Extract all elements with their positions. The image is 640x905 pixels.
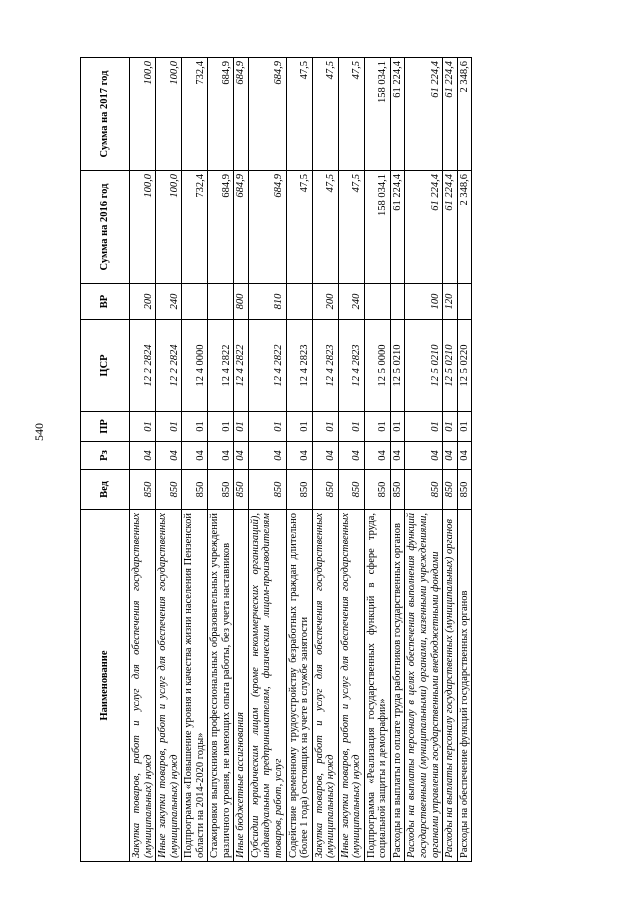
cell-ved: 850 <box>405 470 443 510</box>
cell-sum2017: 61 224,4 <box>443 58 458 171</box>
cell-name: Расходы на выплаты персоналу в целях обеспечения выполнения функций государственными (муниципальными) органами, казенными учреждениями, органами управления государственными внебюджетными фондами <box>405 510 443 862</box>
cell-vr: 100 <box>405 284 443 320</box>
cell-ved: 850 <box>156 470 182 510</box>
cell-name: Подпрограмма «Повышение уровня и качества жизни населения Пензенской области на 2014-2020 годы» <box>182 510 208 862</box>
cell-sum2016: 61 224,4 <box>390 171 405 284</box>
cell-name: Иные бюджетные ассигнования <box>234 510 249 862</box>
cell-ved: 850 <box>234 470 249 510</box>
cell-pr: 01 <box>182 412 208 442</box>
table-row <box>234 58 249 862</box>
cell-vr <box>390 284 405 320</box>
cell-sum2017: 100,0 <box>156 58 182 171</box>
cell-vr: 800 <box>234 284 249 320</box>
cell-vr: 810 <box>248 284 286 320</box>
cell-rz: 04 <box>364 442 390 470</box>
cell-sum2016: 47,5 <box>312 171 338 284</box>
cell-sum2017: 732,4 <box>182 58 208 171</box>
cell-ved: 850 <box>338 470 364 510</box>
table-row <box>364 58 390 862</box>
cell-name: Иные закупки товаров, работ и услуг для обеспечения государственных (муниципальных) нужд <box>338 510 364 862</box>
cell-vr <box>457 284 472 320</box>
cell-ved: 850 <box>130 470 156 510</box>
cell-name: Расходы на обеспечение функций государственных органов <box>457 510 472 862</box>
cell-sum2016: 684,9 <box>248 171 286 284</box>
cell-csr: 12 4 2823 <box>312 320 338 412</box>
cell-rz: 04 <box>443 442 458 470</box>
cell-ved: 850 <box>248 470 286 510</box>
cell-sum2017: 47,5 <box>338 58 364 171</box>
cell-vr <box>364 284 390 320</box>
cell-csr: 12 5 0210 <box>390 320 405 412</box>
cell-rz: 04 <box>286 442 312 470</box>
table-row <box>248 58 286 862</box>
cell-sum2017: 61 224,4 <box>405 58 443 171</box>
cell-sum2016: 61 224,4 <box>443 171 458 284</box>
cell-ved: 850 <box>208 470 234 510</box>
header-csr: ЦСР <box>81 320 130 412</box>
cell-sum2017: 684,9 <box>208 58 234 171</box>
cell-ved: 850 <box>364 470 390 510</box>
cell-pr: 01 <box>364 412 390 442</box>
table-row <box>338 58 364 862</box>
cell-name: Подпрограмма «Реализация государственных функций в сфере труда, социальной защиты и демографии» <box>364 510 390 862</box>
cell-sum2016: 100,0 <box>156 171 182 284</box>
cell-ved: 850 <box>312 470 338 510</box>
cell-rz: 04 <box>405 442 443 470</box>
cell-sum2016: 61 224,4 <box>405 171 443 284</box>
header-name: Наименование <box>81 510 130 862</box>
cell-rz: 04 <box>338 442 364 470</box>
cell-csr: 12 4 2822 <box>208 320 234 412</box>
table-row <box>130 58 156 862</box>
cell-rz: 04 <box>248 442 286 470</box>
table-row <box>312 58 338 862</box>
table-row <box>405 58 443 862</box>
cell-csr: 12 4 0000 <box>182 320 208 412</box>
header-sum-2016: Сумма на 2016 год <box>81 171 130 284</box>
cell-sum2017: 47,5 <box>312 58 338 171</box>
cell-sum2016: 684,9 <box>208 171 234 284</box>
header-vr: ВР <box>81 284 130 320</box>
cell-csr: 12 5 0000 <box>364 320 390 412</box>
cell-pr: 01 <box>248 412 286 442</box>
header-pr: ПР <box>81 412 130 442</box>
cell-rz: 04 <box>390 442 405 470</box>
table-row <box>457 58 472 862</box>
cell-name: Стажировки выпускников профессиональных образовательных учреждений различного уровня, не имеющих опыта работы, без учета наставников <box>208 510 234 862</box>
cell-pr: 01 <box>208 412 234 442</box>
cell-pr: 01 <box>443 412 458 442</box>
cell-rz: 04 <box>130 442 156 470</box>
cell-ved: 850 <box>390 470 405 510</box>
cell-vr: 200 <box>312 284 338 320</box>
cell-ved: 850 <box>286 470 312 510</box>
cell-csr: 12 5 0210 <box>405 320 443 412</box>
cell-pr: 01 <box>312 412 338 442</box>
cell-csr: 12 2 2824 <box>130 320 156 412</box>
cell-pr: 01 <box>338 412 364 442</box>
header-ved: Вед <box>81 470 130 510</box>
cell-sum2017: 684,9 <box>248 58 286 171</box>
cell-name: Расходы на выплаты персоналу государственных (муниципальных) органов <box>443 510 458 862</box>
cell-rz: 04 <box>208 442 234 470</box>
table-row <box>443 58 458 862</box>
cell-csr: 12 4 2822 <box>234 320 249 412</box>
cell-vr: 120 <box>443 284 458 320</box>
cell-ved: 850 <box>443 470 458 510</box>
cell-csr: 12 2 2824 <box>156 320 182 412</box>
cell-rz: 04 <box>182 442 208 470</box>
table-row <box>208 58 234 862</box>
table-body <box>130 58 472 862</box>
cell-csr: 12 5 0220 <box>457 320 472 412</box>
cell-pr: 01 <box>156 412 182 442</box>
cell-name: Закупка товаров, работ и услуг для обеспечения государственных (муниципальных) нужд <box>130 510 156 862</box>
cell-sum2017: 2 348,6 <box>457 58 472 171</box>
cell-vr <box>182 284 208 320</box>
cell-vr: 240 <box>156 284 182 320</box>
cell-pr: 01 <box>130 412 156 442</box>
cell-pr: 01 <box>405 412 443 442</box>
table-row <box>182 58 208 862</box>
cell-csr: 12 4 2822 <box>248 320 286 412</box>
table-row <box>390 58 405 862</box>
cell-csr: 12 4 2823 <box>286 320 312 412</box>
cell-sum2017: 684,9 <box>234 58 249 171</box>
header-sum-2017: Сумма на 2017 год <box>81 58 130 171</box>
cell-vr <box>286 284 312 320</box>
cell-sum2017: 100,0 <box>130 58 156 171</box>
table-row <box>286 58 312 862</box>
cell-ved: 850 <box>182 470 208 510</box>
cell-sum2016: 100,0 <box>130 171 156 284</box>
header-rz: Рз <box>81 442 130 470</box>
cell-sum2016: 2 348,6 <box>457 171 472 284</box>
cell-name: Закупка товаров, работ и услуг для обеспечения государственных (муниципальных) нужд <box>312 510 338 862</box>
cell-csr: 12 5 0210 <box>443 320 458 412</box>
cell-rz: 04 <box>156 442 182 470</box>
cell-sum2016: 47,5 <box>338 171 364 284</box>
cell-name: Содействие временному трудоустройству безработных граждан длительно (более 1 года) состоящих на учете в службе занятости <box>286 510 312 862</box>
cell-sum2016: 684,9 <box>234 171 249 284</box>
cell-csr: 12 4 2823 <box>338 320 364 412</box>
cell-vr <box>208 284 234 320</box>
cell-sum2017: 158 034,1 <box>364 58 390 171</box>
cell-pr: 01 <box>234 412 249 442</box>
cell-rz: 04 <box>457 442 472 470</box>
cell-sum2016: 158 034,1 <box>364 171 390 284</box>
cell-name: Иные закупки товаров, работ и услуг для обеспечения государственных (муниципальных) нужд <box>156 510 182 862</box>
budget-table <box>80 57 472 862</box>
cell-vr: 240 <box>338 284 364 320</box>
cell-pr: 01 <box>457 412 472 442</box>
cell-name: Субсидии юридическим лицам (кроме некоммерческих организаций), индивидуальным предпринимателям, физическим лицам-производителям товаров, работ, услуг <box>248 510 286 862</box>
cell-vr: 200 <box>130 284 156 320</box>
rotated-page <box>80 58 590 862</box>
cell-rz: 04 <box>312 442 338 470</box>
page-number: 540 <box>32 423 46 441</box>
cell-sum2017: 61 224,4 <box>390 58 405 171</box>
cell-pr: 01 <box>390 412 405 442</box>
cell-name: Расходы на выплаты по оплате труда работников государственных органов <box>390 510 405 862</box>
cell-sum2016: 47,5 <box>286 171 312 284</box>
cell-sum2016: 732,4 <box>182 171 208 284</box>
cell-ved: 850 <box>457 470 472 510</box>
cell-pr: 01 <box>286 412 312 442</box>
table-header-row <box>81 58 130 862</box>
cell-sum2017: 47,5 <box>286 58 312 171</box>
table-row <box>156 58 182 862</box>
cell-rz: 04 <box>234 442 249 470</box>
